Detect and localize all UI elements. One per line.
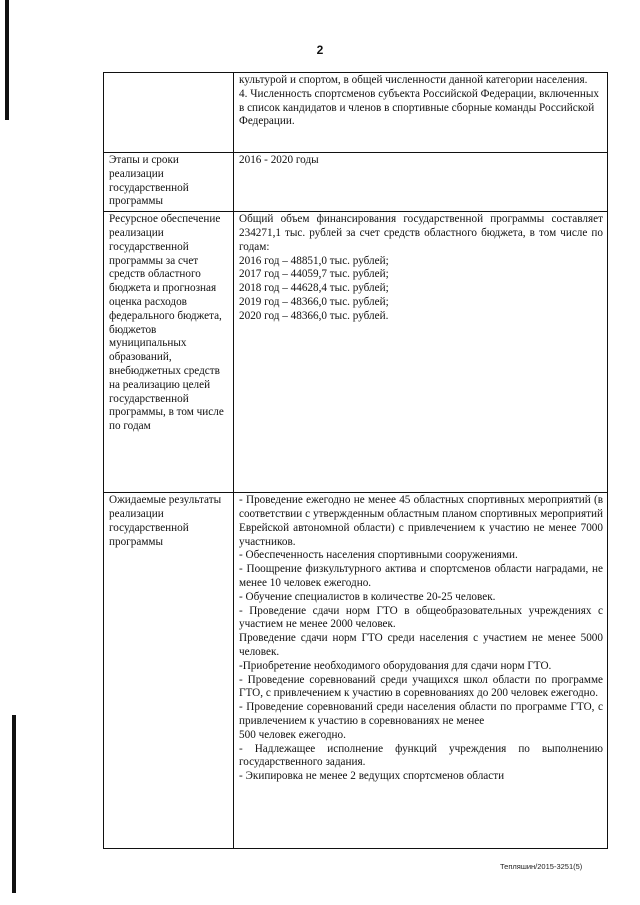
scan-margin-bar-bottom: [12, 715, 16, 893]
row-label: [104, 73, 234, 153]
document-reference: Тепляшин/2015-3251(5): [500, 862, 583, 871]
content-line: Общий объем финансирования государственной программы составляет 234271,1 тыс. рублей за счет средств областного бюджета, в том числе по годам:: [239, 213, 603, 253]
content-line: - Проведение сдачи норм ГТО в общеобразовательных учреждениях с участием не менее 2000 человек.: [239, 604, 603, 631]
content-line: 2018 год – 44628,4 тыс. рублей;: [239, 282, 389, 295]
content-line: - Надлежащее исполнение функций учреждения по выполнению государственного задания.: [239, 742, 603, 769]
row-label: Ожидаемые результаты реализации государственной программы: [104, 493, 234, 849]
content-line: 2019 год – 48366,0 тыс. рублей;: [239, 295, 389, 308]
row-content: [234, 493, 608, 849]
page-number: 2: [316, 43, 324, 57]
content-line: -Приобретение необходимого оборудования для сдачи норм ГТО.: [239, 659, 552, 672]
content-line: 4. Численность спортсменов субъекта Российской Федерации, включенных в список кандидатов и членов в спортивные сборные команды Российской Федерации.: [239, 87, 600, 128]
row-content: [234, 73, 608, 153]
table-row: [104, 212, 608, 493]
program-passport-table: [103, 72, 608, 849]
row-label: Этапы и сроки реализации государственной программы: [104, 153, 234, 212]
content-line: - Обеспеченность населения спортивными сооружениями.: [239, 549, 518, 562]
content-line: - Обучение специалистов в количестве 20-25 человек.: [239, 590, 496, 603]
scan-margin-bar-top: [5, 0, 9, 120]
content-line: 2020 год – 48366,0 тыс. рублей.: [239, 309, 389, 322]
table-row: [104, 153, 608, 212]
content-line: Проведение сдачи норм ГТО среди населения с участием не менее 5000 человек.: [239, 632, 603, 658]
content-line: - Проведение соревнований среди населения области по программе ГТО, с привлечением к участию в соревнованиях не менее: [239, 701, 603, 727]
table-row: [104, 493, 608, 849]
row-label: Ресурсное обеспечение реализации государственной программы за счет средств областного бюджета и прогнозная оценка расходов федерального бюджета, бюджетов муниципальных образований, внебюджетных средств на реализацию целей государственной программы, в том числе по годам: [104, 212, 234, 493]
content-line: культурой и спортом, в общей численности данной категории населения.: [239, 74, 588, 86]
content-line: - Поощрение физкультурного актива и спортсменов области наградами, не менее 10 человек ежегодно.: [239, 563, 603, 589]
content-line: - Проведение соревнований среди учащихся школ области по программе ГТО, с привлечением к участию в соревнованиях до 200 человек ежегодно.: [239, 673, 603, 700]
content-line: - Проведение ежегодно не менее 45 областных спортивных мероприятий (в соответствии с утвержденным областным планом спортивных мероприятий Еврейской автономной области) с привлечением к участию не менее 7000 участников.: [239, 494, 603, 548]
content-line: 2016 - 2020 годы: [239, 154, 319, 166]
content-line: - Экипировка не менее 2 ведущих спортсменов области: [239, 770, 505, 783]
table-row: [104, 73, 608, 153]
row-content: [234, 212, 608, 493]
content-line: 2017 год – 44059,7 тыс. рублей;: [239, 268, 389, 281]
content-line: 500 человек ежегодно.: [239, 728, 346, 741]
content-line: 2016 год – 48851,0 тыс. рублей;: [239, 254, 389, 267]
row-content: [234, 153, 608, 212]
